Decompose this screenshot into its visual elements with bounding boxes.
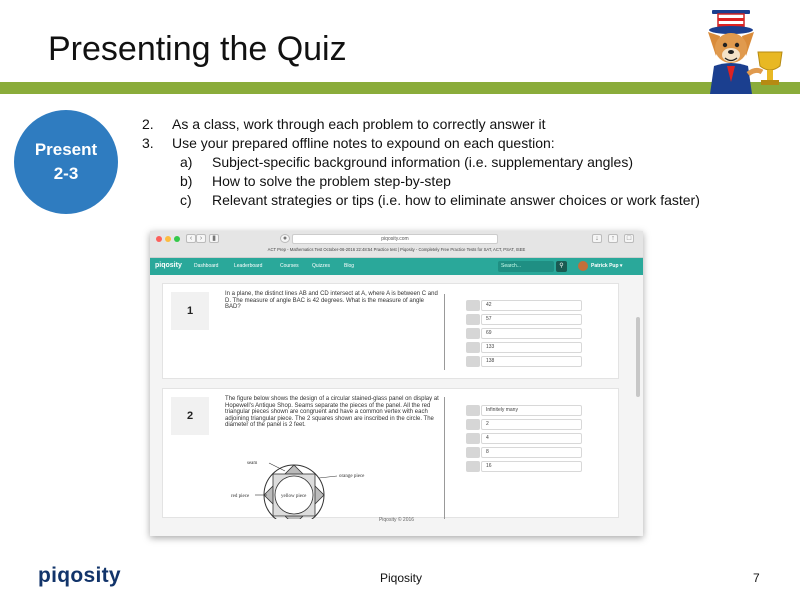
choice-toggle[interactable] <box>466 447 480 458</box>
substep-letter: b) <box>180 173 193 189</box>
present-badge <box>14 110 118 214</box>
choice-toggle[interactable] <box>466 433 480 444</box>
step-number: 2. <box>142 116 154 132</box>
title-accent-bar <box>0 82 800 94</box>
substep-text: Subject-specific background information (i.e. supplementary angles) <box>212 154 633 170</box>
choice-label[interactable]: Infinitely many <box>481 405 582 416</box>
forward-arrow-icon[interactable]: › <box>196 234 206 243</box>
choice-toggle[interactable] <box>466 405 480 416</box>
back-arrow-icon[interactable]: ‹ <box>186 234 196 243</box>
scrollbar-thumb[interactable] <box>636 317 640 397</box>
quiz-browser-screenshot <box>150 231 643 536</box>
card-divider <box>444 397 445 519</box>
download-icon[interactable]: ↓ <box>592 234 602 243</box>
nav-link-quizzes[interactable]: Quizzes <box>312 263 331 269</box>
maximize-window-icon[interactable] <box>174 236 180 242</box>
answer-choice[interactable] <box>466 314 582 325</box>
browser-chrome <box>150 231 643 258</box>
nav-link-blog[interactable]: Blog <box>344 263 355 269</box>
choice-label[interactable]: 133 <box>481 342 582 353</box>
answer-choice[interactable] <box>466 461 582 472</box>
answer-choice[interactable] <box>466 433 582 444</box>
step-item <box>142 115 700 134</box>
stained-glass-figure <box>219 455 369 519</box>
question-card <box>162 283 619 379</box>
choice-toggle[interactable] <box>466 300 480 311</box>
quiz-content <box>150 275 643 515</box>
choice-toggle[interactable] <box>466 419 480 430</box>
footer-center-text: Piqosity <box>380 571 423 585</box>
instruction-list <box>142 115 700 210</box>
search-input[interactable]: Search... <box>498 261 554 272</box>
substep-item <box>142 153 700 172</box>
badge-line-2: 2-3 <box>53 164 79 183</box>
choice-label[interactable]: 42 <box>481 300 582 311</box>
browser-tab-title[interactable]: ACT Prep - Mathematics Test October-06-2016 22:48:54 Practice test | Piqosity - Completely Free Practice Tests for SAT, ACT, PSAT, ISEE <box>267 247 526 252</box>
step-text: As a class, work through each problem to correctly answer it <box>172 116 546 132</box>
share-icon[interactable]: ↑ <box>608 234 618 243</box>
choice-toggle[interactable] <box>466 461 480 472</box>
tabs-icon[interactable]: □ <box>624 234 634 243</box>
choice-label[interactable]: 69 <box>481 328 582 339</box>
shield-icon[interactable]: ● <box>280 234 290 243</box>
choice-toggle[interactable] <box>466 342 480 353</box>
figure-label-yellow: yellow piece <box>281 494 307 499</box>
footer-logo: piqosity <box>38 564 121 587</box>
browser-footer: Piqosity © 2016 <box>378 517 415 523</box>
choice-label[interactable]: 2 <box>481 419 582 430</box>
user-menu[interactable]: Patrick Pup ▾ <box>591 263 623 269</box>
answer-choice[interactable] <box>466 447 582 458</box>
avatar[interactable] <box>578 261 588 271</box>
question-text: The figure below shows the design of a circular stained-glass panel on display at Hopewell's Antique Shop. Seams separate the pieces of the panel. All the red triangular pieces shown are congruent and have a common vertex with each adjoining triangular piece. The 2 squares shown are inscribed in the circle. The diameter of the panel is 2 feet. <box>225 396 439 428</box>
choice-label[interactable]: 138 <box>481 356 582 367</box>
question-number: 2 <box>171 397 209 435</box>
answer-choice[interactable] <box>466 419 582 430</box>
choice-toggle[interactable] <box>466 356 480 367</box>
choice-toggle[interactable] <box>466 328 480 339</box>
nav-link-dashboard[interactable]: Dashboard <box>194 263 219 269</box>
sidebar-icon[interactable]: ▮ <box>209 234 219 243</box>
close-window-icon[interactable] <box>156 236 162 242</box>
choice-label[interactable]: 8 <box>481 447 582 458</box>
step-item <box>142 134 700 153</box>
nav-link-leaderboard[interactable]: Leaderboard <box>234 263 263 269</box>
figure-label-red: red piece <box>231 494 250 499</box>
substep-text: How to solve the problem step-by-step <box>212 173 451 189</box>
choice-label[interactable]: 4 <box>481 433 582 444</box>
substep-item <box>142 172 700 191</box>
choice-toggle[interactable] <box>466 314 480 325</box>
substep-text: Relevant strategies or tips (i.e. how to eliminate answer choices or work faster) <box>212 192 700 208</box>
page-number: 7 <box>753 571 760 585</box>
answer-choice[interactable] <box>466 328 582 339</box>
substep-letter: c) <box>180 192 192 208</box>
step-text: Use your prepared offline notes to expound on each question: <box>172 135 555 151</box>
answer-choice[interactable] <box>466 300 582 311</box>
substep-letter: a) <box>180 154 193 170</box>
app-navbar <box>150 258 643 275</box>
search-icon[interactable]: ⚲ <box>556 261 567 272</box>
app-logo[interactable]: piqosity <box>155 262 182 269</box>
answer-choice[interactable] <box>466 356 582 367</box>
figure-label-seam: seam <box>247 461 258 466</box>
question-text: In a plane, the distinct lines AB and CD intersect at A, where A is between C and D. The measure of angle BAC is 42 degrees. What is the measure of angle BAD? <box>225 291 438 310</box>
substep-item <box>142 191 700 210</box>
question-number: 1 <box>171 292 209 330</box>
question-card <box>162 388 619 518</box>
choice-label[interactable]: 16 <box>481 461 582 472</box>
mascot-dog-icon <box>694 10 790 94</box>
figure-label-orange: orange piece <box>339 474 365 479</box>
answer-choice[interactable] <box>466 405 582 416</box>
scrollbar[interactable] <box>636 275 640 515</box>
answer-choice[interactable] <box>466 342 582 353</box>
nav-link-courses[interactable]: Courses <box>280 263 299 269</box>
choice-label[interactable]: 57 <box>481 314 582 325</box>
step-number: 3. <box>142 135 154 151</box>
badge-line-1: Present <box>34 140 98 159</box>
card-divider <box>444 294 445 370</box>
slide-title: Presenting the Quiz <box>48 30 347 68</box>
url-bar[interactable]: piqosity.com <box>292 234 498 244</box>
minimize-window-icon[interactable] <box>165 236 171 242</box>
